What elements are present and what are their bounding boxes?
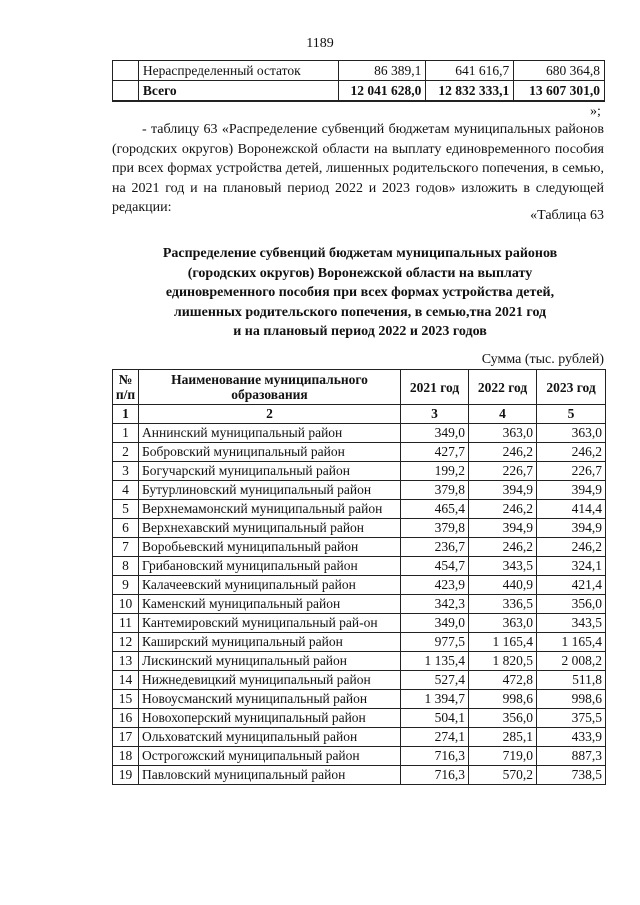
cell-n: 2 (113, 443, 139, 462)
totals-table (112, 60, 605, 102)
cell-v2022: 363,0 (469, 614, 537, 633)
table-label: «Таблица 63 (530, 208, 604, 223)
cell-n: 3 (113, 462, 139, 481)
cell-v2022: 570,2 (469, 766, 537, 785)
cell-v2023: 433,9 (537, 728, 606, 747)
table-row (113, 519, 606, 538)
cell-n: 16 (113, 709, 139, 728)
cell-name: Бутурлиновский муниципальный район (139, 481, 401, 500)
column-number: 2 (139, 405, 401, 424)
cell-v2023: 356,0 (537, 595, 606, 614)
cell-name: Кантемировский муниципальный рай-он (139, 614, 401, 633)
header-2022: 2022 год (469, 370, 537, 405)
column-number-row (113, 405, 606, 424)
table-row (113, 481, 606, 500)
cell-v2022: 336,5 (469, 595, 537, 614)
cell-v2023: 363,0 (537, 424, 606, 443)
cell-v2023: 324,1 (537, 557, 606, 576)
totals-v2021: 12 041 628,0 (338, 81, 426, 102)
cell-n: 10 (113, 595, 139, 614)
cell-n: 8 (113, 557, 139, 576)
heading-line: (городских округов) Воронежской области на выплату (187, 265, 533, 281)
table-row (113, 690, 606, 709)
cell-v2022: 226,7 (469, 462, 537, 481)
cell-v2022: 394,9 (469, 519, 537, 538)
header-2023: 2023 год (537, 370, 606, 405)
cell-name: Верхнехавский муниципальный район (139, 519, 401, 538)
totals-v2023: 13 607 301,0 (514, 81, 605, 102)
cell-v2023: 1 165,4 (537, 633, 606, 652)
cell-v2021: 977,5 (401, 633, 469, 652)
closing-quote: »; (590, 104, 601, 119)
cell-v2023: 2 008,2 (537, 652, 606, 671)
cell-n: 1 (113, 424, 139, 443)
cell-v2021: 349,0 (401, 424, 469, 443)
cell-name: Бобровский муниципальный район (139, 443, 401, 462)
cell-v2022: 343,5 (469, 557, 537, 576)
totals-v2021: 86 389,1 (338, 61, 426, 81)
cell-v2022: 472,8 (469, 671, 537, 690)
cell-v2023: 226,7 (537, 462, 606, 481)
cell-v2021: 379,8 (401, 519, 469, 538)
table-row (113, 538, 606, 557)
cell-v2021: 349,0 (401, 614, 469, 633)
cell-name: Павловский муниципальный район (139, 766, 401, 785)
cell-v2022: 285,1 (469, 728, 537, 747)
cell-v2023: 998,6 (537, 690, 606, 709)
cell-v2023: 738,5 (537, 766, 606, 785)
table-row (113, 557, 606, 576)
cell-n: 11 (113, 614, 139, 633)
heading-line: и на плановый период 2022 и 2023 годов (233, 324, 487, 339)
totals-empty-cell (113, 81, 139, 102)
cell-v2021: 379,8 (401, 481, 469, 500)
table-row (113, 671, 606, 690)
column-number: 4 (469, 405, 537, 424)
cell-v2021: 527,4 (401, 671, 469, 690)
cell-n: 9 (113, 576, 139, 595)
cell-v2021: 454,7 (401, 557, 469, 576)
amendment-paragraph (112, 120, 604, 218)
cell-v2023: 246,2 (537, 443, 606, 462)
cell-v2022: 246,2 (469, 443, 537, 462)
cell-v2022: 394,9 (469, 481, 537, 500)
heading-line: Распределение субвенций бюджетам муниципальных районов (162, 246, 558, 261)
cell-v2022: 440,9 (469, 576, 537, 595)
cell-v2022: 1 165,4 (469, 633, 537, 652)
cell-name: Каменский муниципальный район (139, 595, 401, 614)
table-row (113, 728, 606, 747)
column-number: 3 (401, 405, 469, 424)
heading-line: единовременного пособия при всех формах устройства детей, (165, 285, 555, 300)
cell-v2021: 716,3 (401, 766, 469, 785)
cell-v2023: 414,4 (537, 500, 606, 519)
cell-name: Нижнедевицкий муниципальный район (139, 671, 401, 690)
totals-v2022: 641 616,7 (426, 61, 514, 81)
amendment-text: - таблицу 63 «Распределение субвенций бюджетам муниципальных районов (городских округов) Воронежской области на выплату единовременного пособия при всех формах устройства детей, лишенных родительского попечения, в семью, на 2021 год и на плановый период 2022 и 2023 годов» изложить в следующей редакции: (112, 122, 604, 215)
cell-name: Ольховатский муниципальный район (139, 728, 401, 747)
cell-v2021: 427,7 (401, 443, 469, 462)
cell-n: 18 (113, 747, 139, 766)
table-row (113, 443, 606, 462)
cell-name: Новохоперский муниципальный район (139, 709, 401, 728)
cell-v2022: 719,0 (469, 747, 537, 766)
cell-n: 17 (113, 728, 139, 747)
cell-v2022: 246,2 (469, 538, 537, 557)
table-row (113, 424, 606, 443)
totals-row (113, 61, 605, 81)
cell-name: Острогожский муниципальный район (139, 747, 401, 766)
subsidy-table (112, 369, 606, 785)
column-number: 5 (537, 405, 606, 424)
cell-v2023: 394,9 (537, 481, 606, 500)
cell-v2023: 394,9 (537, 519, 606, 538)
cell-v2022: 363,0 (469, 424, 537, 443)
column-number: 1 (113, 405, 139, 424)
cell-n: 19 (113, 766, 139, 785)
cell-name: Каширский муниципальный район (139, 633, 401, 652)
cell-name: Воробьевский муниципальный район (139, 538, 401, 557)
cell-n: 12 (113, 633, 139, 652)
cell-v2021: 274,1 (401, 728, 469, 747)
cell-name: Аннинский муниципальный район (139, 424, 401, 443)
cell-n: 15 (113, 690, 139, 709)
table-row (113, 709, 606, 728)
totals-v2023: 680 364,8 (514, 61, 605, 81)
table-row (113, 595, 606, 614)
cell-n: 14 (113, 671, 139, 690)
cell-n: 5 (113, 500, 139, 519)
cell-name: Лискинский муниципальный район (139, 652, 401, 671)
totals-label: Всего (138, 81, 338, 102)
totals-v2022: 12 832 333,1 (426, 81, 514, 102)
cell-v2022: 1 820,5 (469, 652, 537, 671)
cell-v2021: 465,4 (401, 500, 469, 519)
header-2021: 2021 год (401, 370, 469, 405)
cell-v2023: 343,5 (537, 614, 606, 633)
table-row (113, 747, 606, 766)
cell-v2021: 1 394,7 (401, 690, 469, 709)
totals-empty-cell (113, 61, 139, 81)
table-row (113, 614, 606, 633)
totals-label: Нераспределенный остаток (138, 61, 338, 81)
cell-v2023: 511,8 (537, 671, 606, 690)
cell-n: 6 (113, 519, 139, 538)
header-num: № п/п (113, 370, 139, 405)
cell-name: Новоусманский муниципальный район (139, 690, 401, 709)
table-row (113, 766, 606, 785)
table-row (113, 576, 606, 595)
cell-n: 13 (113, 652, 139, 671)
cell-v2023: 246,2 (537, 538, 606, 557)
table-heading (130, 244, 590, 342)
cell-v2021: 1 135,4 (401, 652, 469, 671)
cell-v2023: 375,5 (537, 709, 606, 728)
cell-v2021: 236,7 (401, 538, 469, 557)
table-row (113, 462, 606, 481)
cell-name: Грибановский муниципальный район (139, 557, 401, 576)
totals-row (113, 81, 605, 102)
cell-n: 4 (113, 481, 139, 500)
cell-v2022: 246,2 (469, 500, 537, 519)
cell-v2021: 504,1 (401, 709, 469, 728)
page-number: 1189 (306, 36, 334, 51)
cell-v2021: 199,2 (401, 462, 469, 481)
cell-v2022: 356,0 (469, 709, 537, 728)
cell-v2021: 716,3 (401, 747, 469, 766)
cell-v2021: 342,3 (401, 595, 469, 614)
cell-v2023: 421,4 (537, 576, 606, 595)
heading-line: лишенных родительского попечения, в семью,тна 2021 год (173, 304, 547, 320)
cell-v2023: 887,3 (537, 747, 606, 766)
table-row (113, 500, 606, 519)
cell-name: Калачеевский муниципальный район (139, 576, 401, 595)
cell-name: Верхнемамонский муниципальный район (139, 500, 401, 519)
cell-n: 7 (113, 538, 139, 557)
cell-v2022: 998,6 (469, 690, 537, 709)
table-row (113, 633, 606, 652)
table-row (113, 652, 606, 671)
cell-v2021: 423,9 (401, 576, 469, 595)
cell-name: Богучарский муниципальный район (139, 462, 401, 481)
units-label: Сумма (тыс. рублей) (481, 352, 604, 367)
header-name: Наименование муниципального образования (139, 370, 401, 405)
